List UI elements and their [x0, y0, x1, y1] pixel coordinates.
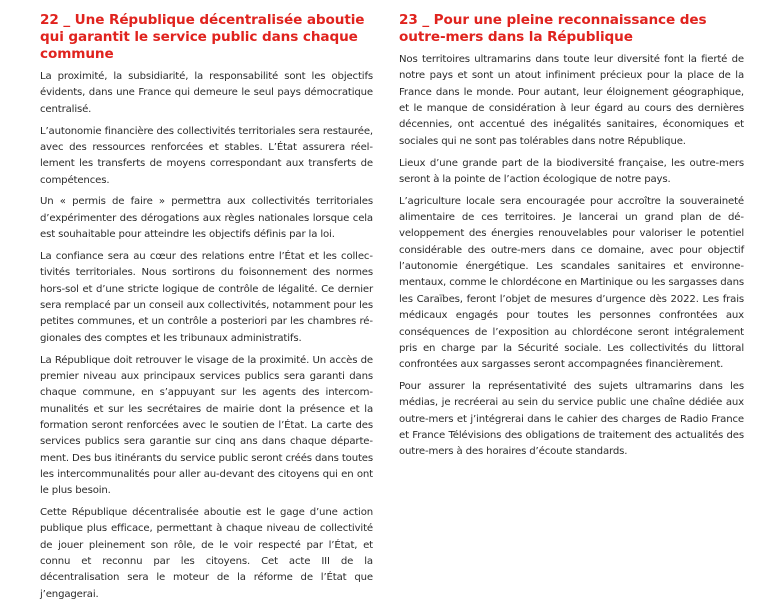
section-22-paragraph-1: La proximité, la subsidiarité, la responsabilité sont les objectifs évidents, dans une France qui demeure le seul pays démocratique centralisé. — [40, 71, 373, 115]
section-22-paragraph-5: La République doit retrouver le visage de la proximité. Un accès de premier niveau aux principaux services publics sera garanti dans chaque commune, en s’appuyant sur les agents des intercommunalités et sur les secrétaires de mairie dont la présence et la formation seront renforcées avec le soutien de l’État. La carte des services publics sera garantie sur cinq ans dans chaque département. Des bus itinérants du service public seront créés dans toutes les intercommunalités pour aller au-devant des citoyens qui en ont le plus besoin. — [40, 354, 373, 497]
section-23 — [399, 12, 744, 466]
section-23-paragraph-1: Nos territoires ultramarins dans toute leur diversité font la fierté de notre pays et sont un atout infiniment précieux pour la place de la France dans le monde. Pour autant, leur éloignement géographique, et le manque de considération à leur égard au cours des dernières décennies, ont accentué des inégalités sanitaires, économiques et sociales qui ne sont pas tolérables dans notre République. — [399, 54, 744, 147]
section-22-title: 22 _ Une République décentralisée aboutie qui garantit le service public dans chaque commune — [40, 12, 365, 62]
section-23-paragraph-4: Pour assurer la représentativité des sujets ultramarins dans les médias, je recréerai au sein du service public une chaîne dédiée aux outre-mers et j’intégrerai dans le cahier des charges de Radio France et France Télévisions des obligations de traitement des actualités des outre-mers à des horaires d’écoute standards. — [399, 381, 744, 458]
section-23-title: 23 _ Pour une pleine reconnaissance des outre-mers dans la République — [399, 12, 707, 45]
section-23-paragraph-3: L’agriculture locale sera encouragée pour accroître la souveraineté alimentaire de ces territoires. Je lancerai un grand plan de développement des énergies renouvelables pour valoriser le potentiel considérable des outre-mers dans ce domaine, avec pour objectif l’autonomie énergétique. Les scandales sanitaires et environnementaux, comme le chlordécone en Martinique ou les sargasses dans les Caraïbes, feront l’objet de mesures d’urgence dès 2022. Les frais médicaux engagés pour toutes les personnes confrontées aux conséquences de l’exposition au chlordécone seront intégralement pris en charge par la Sécurité sociale. Les collectivités du littoral confrontées aux sargasses seront accompagnées financièrement. — [399, 195, 744, 371]
section-22-paragraph-4: La confiance sera au cœur des relations entre l’État et les collectivités territoriales. Nous sortirons du foisonnement des normes hors-sol et d’une stricte logique de contrôle de légalité. Ce dernier sera remplacé par un conseil aux collectivités, notamment pour les petites communes, et un contrôle a posteriori par les chambres régionales des comptes et les tribunaux administratifs. — [40, 250, 373, 344]
section-22-paragraph-2: L’autonomie financière des collectivités territoriales sera restaurée, avec des ressources renforcées et stables. L’État assurera réellement les transferts de moyens correspondant aux transferts de compétences. — [40, 125, 373, 186]
section-22 — [40, 12, 373, 609]
section-22-paragraph-6: Cette République décentralisée aboutie est le gage d’une action publique plus efficace, permettant à chaque niveau de collectivité de jouer pleinement son rôle, de le voir respecté par l’État, et connu et reconnu par les citoyens. Cet acte III de la décentralisation sera le moteur de la réforme de l’État que j’engagerai. — [40, 507, 373, 600]
section-23-paragraph-2: Lieux d’une grande part de la biodiversité française, les outre-mers seront à la pointe de l’action écologique de notre pays. — [399, 157, 744, 185]
section-22-paragraph-3: Un « permis de faire » permettra aux collectivités territoriales d’expérimenter des dérogations aux règles nationales lorsque cela est souhaitable pour atteindre les objectifs définis par la loi. — [40, 196, 373, 241]
